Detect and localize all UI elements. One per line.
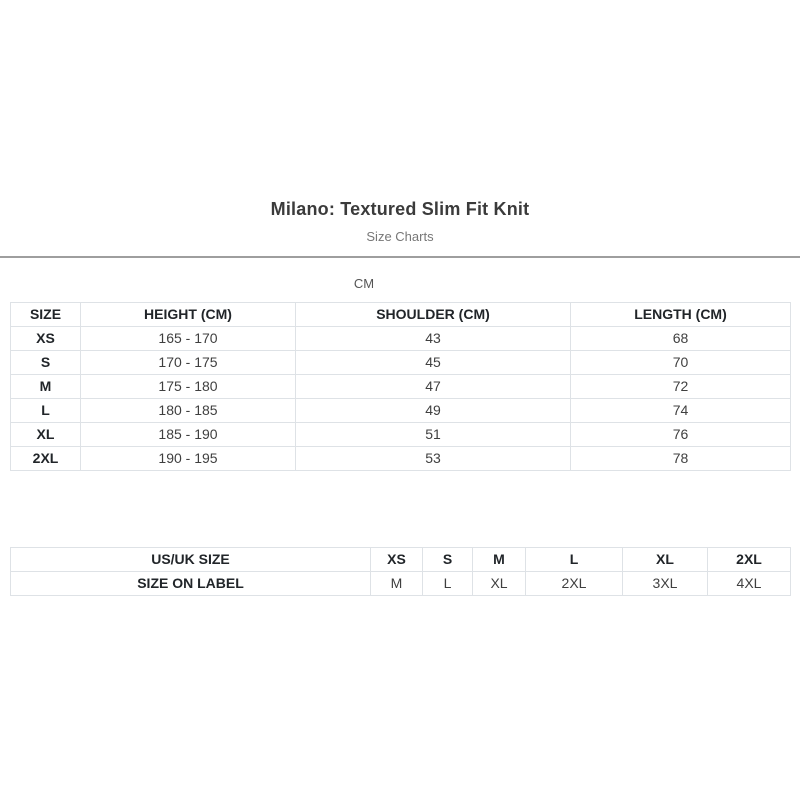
size-cell: 2XL [11, 447, 81, 471]
col-header-size: SIZE [11, 303, 81, 327]
size-on-label-cell: 4XL [708, 572, 791, 596]
length-cell: 76 [571, 423, 791, 447]
size-on-label-cell: XL [473, 572, 526, 596]
us-uk-size-cell: XL [623, 548, 708, 572]
size-on-label-row [11, 572, 791, 596]
us-uk-size-cell: M [473, 548, 526, 572]
table-row [11, 375, 791, 399]
us-uk-size-label: US/UK SIZE [11, 548, 371, 572]
size-chart-page [0, 199, 800, 800]
size-on-label-cell: 2XL [526, 572, 623, 596]
page-subtitle: Size Charts [366, 229, 434, 244]
height-cell: 165 - 170 [81, 327, 296, 351]
cm-table-header-row [11, 303, 791, 327]
length-cell: 68 [571, 327, 791, 351]
us-uk-size-cell: XS [371, 548, 423, 572]
us-uk-size-cell: L [526, 548, 623, 572]
length-cell: 78 [571, 447, 791, 471]
size-on-label-cell: M [371, 572, 423, 596]
shoulder-cell: 49 [296, 399, 571, 423]
table-row [11, 447, 791, 471]
height-cell: 185 - 190 [81, 423, 296, 447]
col-header-shoulder: SHOULDER (CM) [296, 303, 571, 327]
col-header-length: LENGTH (CM) [571, 303, 791, 327]
size-on-label-label: SIZE ON LABEL [11, 572, 371, 596]
height-cell: 170 - 175 [81, 351, 296, 375]
table-row [11, 399, 791, 423]
size-cell: M [11, 375, 81, 399]
size-on-label-cell: 3XL [623, 572, 708, 596]
shoulder-cell: 53 [296, 447, 571, 471]
size-cell: S [11, 351, 81, 375]
length-cell: 74 [571, 399, 791, 423]
shoulder-cell: 47 [296, 375, 571, 399]
table-row [11, 351, 791, 375]
us-uk-size-cell: 2XL [708, 548, 791, 572]
length-cell: 70 [571, 351, 791, 375]
divider [0, 256, 800, 258]
height-cell: 175 - 180 [81, 375, 296, 399]
size-on-label-cell: L [423, 572, 473, 596]
size-cell: L [11, 399, 81, 423]
us-uk-size-cell: S [423, 548, 473, 572]
height-cell: 190 - 195 [81, 447, 296, 471]
length-cell: 72 [571, 375, 791, 399]
height-cell: 180 - 185 [81, 399, 296, 423]
col-header-height: HEIGHT (CM) [81, 303, 296, 327]
cm-size-table [10, 302, 791, 471]
size-cell: XL [11, 423, 81, 447]
table-row [11, 327, 791, 351]
page-title: Milano: Textured Slim Fit Knit [270, 199, 530, 219]
us-uk-size-row [11, 548, 791, 572]
unit-label-cm: CM [353, 276, 375, 291]
table-row [11, 423, 791, 447]
shoulder-cell: 51 [296, 423, 571, 447]
shoulder-cell: 43 [296, 327, 571, 351]
shoulder-cell: 45 [296, 351, 571, 375]
label-size-table [10, 547, 791, 596]
size-cell: XS [11, 327, 81, 351]
